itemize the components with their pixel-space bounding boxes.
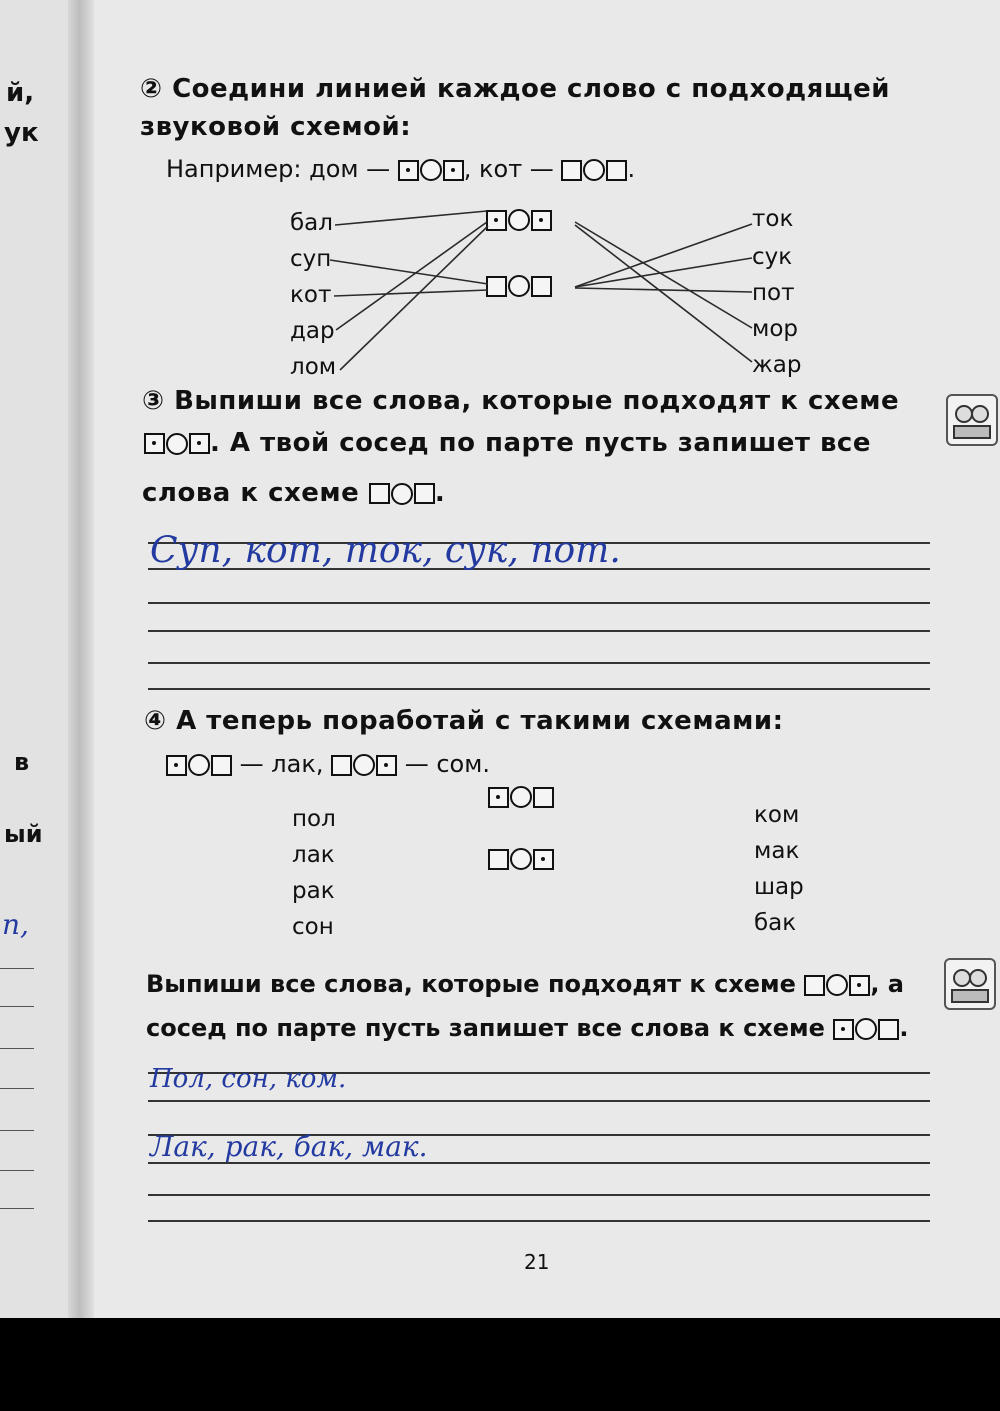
word-left: суп <box>290 246 332 272</box>
task4-number: ④ <box>144 706 167 736</box>
task3-handwritten-answer: Суп, кот, ток, сук, пот. <box>150 530 621 571</box>
task3-heading <box>142 386 899 416</box>
task3-line2: . А твой сосед по парте пусть запишет все <box>144 428 871 458</box>
task3-number: ③ <box>142 386 165 416</box>
sound-scheme-dot-circle-box <box>166 754 232 776</box>
example-prefix: Например: дом — <box>166 155 391 183</box>
task4-scheme-box-circle-dot <box>488 848 554 870</box>
task4-question-line2: сосед по парте пусть запишет все слова к схеме . <box>146 1014 909 1042</box>
sound-scheme-box-circle-dot <box>331 754 397 776</box>
margin-handwriting: п, <box>2 908 29 941</box>
word-left: рак <box>292 878 335 904</box>
margin-text: ук <box>4 118 39 148</box>
writing-line <box>148 688 930 690</box>
task3-line3: слова к схеме . <box>142 478 446 508</box>
word-left: кот <box>290 282 332 308</box>
word-left: лом <box>290 354 337 380</box>
writing-line <box>148 602 930 604</box>
example-mid: , кот — <box>463 155 554 183</box>
task2-number: ② <box>140 74 163 104</box>
task4-handwritten-answer-2: Лак, рак, бак, мак. <box>150 1130 428 1163</box>
task4-handwritten-answer-1: Пол, сон, ком. <box>150 1064 347 1094</box>
page-number: 21 <box>524 1250 550 1274</box>
margin-text: в <box>14 748 30 776</box>
writing-line <box>148 1220 930 1222</box>
word-left: бал <box>290 210 333 236</box>
task3-line1: Выпиши все слова, которые подходят к схеме <box>174 386 900 416</box>
margin-text: ый <box>4 820 43 848</box>
pair-work-icon <box>946 394 998 446</box>
writing-line <box>148 1194 930 1196</box>
task4-examples: — лак, — сом. <box>166 750 490 778</box>
example-end: . <box>627 155 636 183</box>
word-right: мак <box>754 838 800 864</box>
margin-text: й, <box>6 78 35 108</box>
word-right: жар <box>752 352 802 378</box>
task4-scheme-dot-circle-box <box>488 786 554 808</box>
task2-line2: звуковой схемой: <box>140 112 412 142</box>
word-right: ток <box>752 206 794 232</box>
task4-question-line1: Выпиши все слова, которые подходят к схеме , а <box>146 970 904 998</box>
word-right: мор <box>752 316 799 342</box>
word-right: бак <box>754 910 797 936</box>
sound-scheme-box-circle-box <box>369 483 435 505</box>
pair-work-icon <box>944 958 996 1010</box>
sound-scheme-dot-circle-box <box>833 1018 899 1040</box>
writing-line <box>148 1100 930 1102</box>
word-left: сон <box>292 914 334 940</box>
word-left: пол <box>292 806 336 832</box>
task4-heading <box>144 706 783 736</box>
word-right: ком <box>754 802 800 828</box>
writing-line <box>148 630 930 632</box>
task4-line1: А теперь поработай с такими схемами: <box>176 706 784 736</box>
word-right: сук <box>752 244 793 270</box>
task2-line1: Соедини линией каждое слово с подходящей <box>172 74 890 104</box>
writing-line <box>148 662 930 664</box>
word-right: пот <box>752 280 795 306</box>
sound-scheme-box-circle-dot <box>804 974 870 996</box>
word-left: лак <box>292 842 335 868</box>
word-right: шар <box>754 874 804 900</box>
word-left: дар <box>290 318 335 344</box>
sound-scheme-dot-circle-dot <box>144 433 210 455</box>
